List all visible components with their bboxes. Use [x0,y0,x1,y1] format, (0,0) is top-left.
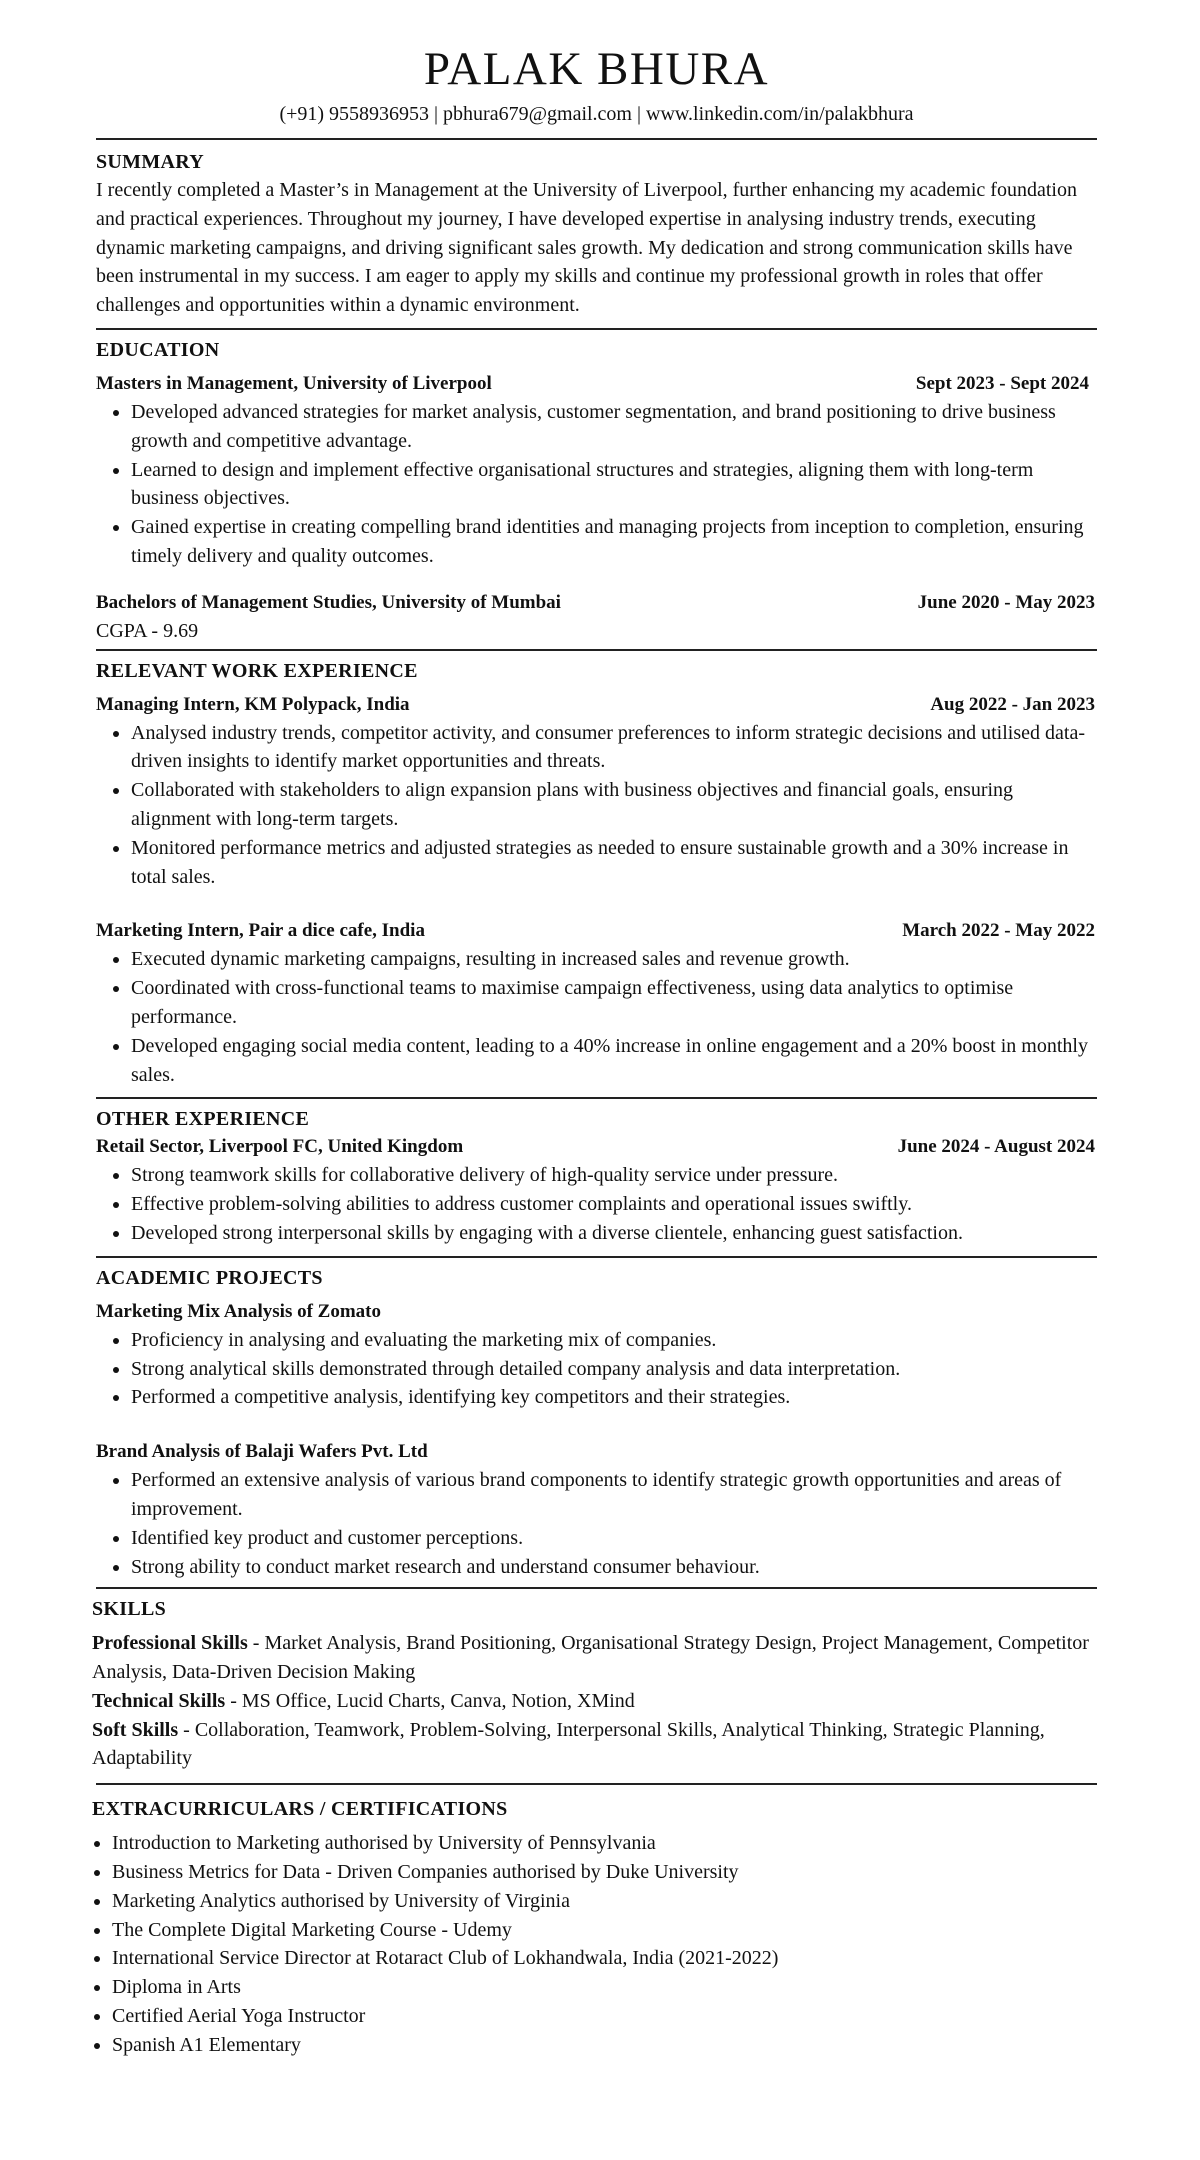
other-experience-title: OTHER EXPERIENCE [96,1108,310,1131]
list-item: • The Complete Digital Marketing Course - Udemy [112,1916,1097,1945]
education-date: Sept 2023 - Sept 2024 [915,372,1089,394]
list-item: • Developed advanced strategies for market analysis, customer segmentation, and brand positioning to drive business growth and competitive advantage. [131,398,1097,456]
skills-title: SKILLS [92,1598,167,1621]
list-item: • Monitored performance metrics and adjusted strategies as needed to ensure sustainable growth and a 30% increase in total sales. [131,834,1097,892]
list-item: • Developed strong interpersonal skills by engaging with a diverse clientele, enhancing guest satisfaction. [131,1219,1097,1248]
extracurriculars-section [92,1795,1097,2059]
education-entry-header [96,370,1097,398]
list-item: • Executed dynamic marketing campaigns, resulting in increased sales and revenue growth. [131,945,1097,974]
work-heading: Marketing Intern, Pair a dice cafe, India [96,920,425,942]
extracurriculars-title: EXTRACURRICULARS / CERTIFICATIONS [92,1798,508,1821]
contact-line: (+91) 9558936953 | pbhura679@gmail.com | www.linkedin.com/in/palakbhura [279,103,914,125]
list-item: • Certified Aerial Yoga Instructor [112,2002,1097,2031]
list-item: • Strong analytical skills demonstrated through detailed company analysis and data interpretation. [131,1355,1097,1384]
list-item: • Business Metrics for Data - Driven Companies authorised by Duke University [112,1858,1097,1887]
project-bullets [96,1326,1097,1412]
professional-skills-text: - Market Analysis, Brand Positioning, Organisational Strategy Design, Project Management, Competitor Analysis, Data-Driven Decision Making [92,1632,1089,1684]
list-item: • Developed engaging social media content, leading to a 40% increase in online engagement and a 20% boost in monthly sales. [131,1032,1097,1090]
project-heading: Brand Analysis of Balaji Wafers Pvt. Ltd [96,1441,428,1463]
list-item: • Spanish A1 Elementary [112,2031,1097,2060]
project-header [96,1438,1097,1466]
education-title: EDUCATION [96,338,220,361]
work-date: March 2022 - May 2022 [902,920,1095,942]
education-date: June 2020 - May 2023 [917,591,1095,613]
list-item: • Collaborated with stakeholders to align expansion plans with business objectives and financial goals, ensuring alignment with long-term targets. [131,776,1097,834]
divider [96,1783,1097,1785]
other-date: June 2024 - August 2024 [897,1136,1095,1158]
professional-skills-label: Professional Skills [92,1632,248,1655]
work-title: RELEVANT WORK EXPERIENCE [96,659,418,682]
list-item: • Proficiency in analysing and evaluating the marketing mix of companies. [131,1326,1097,1355]
divider [96,1587,1097,1589]
education-bullets [96,398,1097,571]
skills-section [92,1595,1097,1773]
projects-section [96,1264,1097,1582]
divider [96,328,1097,330]
projects-title: ACADEMIC PROJECTS [96,1266,323,1289]
list-item: • Learned to design and implement effective organisational structures and strategies, aligning them with long-term business objectives. [131,456,1097,514]
candidate-name: PALAK BHURA [423,43,770,95]
list-item: • Identified key product and customer perceptions. [131,1524,1097,1553]
other-entry-header [96,1133,1097,1161]
work-bullets [96,719,1097,892]
other-experience-section [96,1105,1097,1247]
project-heading: Marketing Mix Analysis of Zomato [96,1300,381,1322]
project-bullets [96,1466,1097,1581]
list-item: • Introduction to Marketing authorised by University of Pennsylvania [112,1829,1097,1858]
soft-skills-text: - Collaboration, Teamwork, Problem-Solving, Interpersonal Skills, Analytical Thinking, Strategic Planning, Adaptability [92,1718,1045,1770]
technical-skills-text: - MS Office, Lucid Charts, Canva, Notion, XMind [225,1689,635,1712]
technical-skills-label: Technical Skills [92,1689,226,1712]
list-item: • Strong ability to conduct market research and understand consumer behaviour. [131,1553,1097,1582]
list-item: • Performed an extensive analysis of various brand components to identify strategic growth opportunities and areas of improvement. [131,1466,1097,1524]
work-heading: Managing Intern, KM Polypack, India [96,693,410,715]
list-item: • Analysed industry trends, competitor activity, and consumer preferences to inform strategic decisions and utilised data-driven insights to identify market opportunities and threats. [131,719,1097,777]
list-item: • Marketing Analytics authorised by University of Virginia [112,1887,1097,1916]
list-item: • Gained expertise in creating compelling brand identities and managing projects from inception to completion, ensuring timely delivery and quality outcomes. [131,513,1097,571]
extracurriculars-list [92,1829,1097,2059]
divider [96,649,1097,651]
list-item: • International Service Director at Rotaract Club of Lokhandwala, India (2021-2022) [112,1944,1097,1973]
divider [96,138,1097,140]
divider [96,1256,1097,1258]
education-entry-header [96,589,1097,617]
list-item: • Effective problem-solving abilities to address customer complaints and operational issues swiftly. [131,1190,1097,1219]
summary-text: I recently completed a Master’s in Management at the University of Liverpool, further enhancing my academic foundation and practical experiences. Throughout my journey, I have developed expertise in analysing industry trends, executing dynamic marketing campaigns, and driving significant sales growth. My dedication and strong communication skills have been instrumental in my success. I am eager to apply my skills and continue my professional growth in roles that offer challenges and opportunities within a dynamic environment. [96,179,1077,317]
technical-skills [92,1687,1097,1716]
list-item: • Performed a competitive analysis, identifying key competitors and their strategies. [131,1383,1097,1412]
education-heading: Bachelors of Management Studies, University of Mumbai [96,591,561,613]
work-entry-header [96,917,1097,945]
work-date: Aug 2022 - Jan 2023 [930,693,1095,715]
list-item: • Diploma in Arts [112,1973,1097,2002]
other-heading: Retail Sector, Liverpool FC, United Kingdom [96,1136,464,1158]
work-bullets [96,945,1097,1089]
other-bullets [96,1161,1097,1247]
project-header [96,1298,1097,1326]
list-item: • Strong teamwork skills for collaborative delivery of high-quality service under pressure. [131,1161,1097,1190]
professional-skills [92,1629,1097,1687]
work-section [96,657,1097,1090]
summary-section [96,148,1097,320]
education-section [96,336,1097,646]
education-note: CGPA - 9.69 [96,619,199,642]
soft-skills-label: Soft Skills [92,1718,179,1741]
education-heading: Masters in Management, University of Liverpool [96,372,492,394]
divider [96,1097,1097,1099]
list-item: • Coordinated with cross-functional teams to maximise campaign effectiveness, using data analytics to optimise performance. [131,974,1097,1032]
summary-title: SUMMARY [96,151,205,173]
soft-skills [92,1716,1097,1774]
work-entry-header [96,691,1097,719]
